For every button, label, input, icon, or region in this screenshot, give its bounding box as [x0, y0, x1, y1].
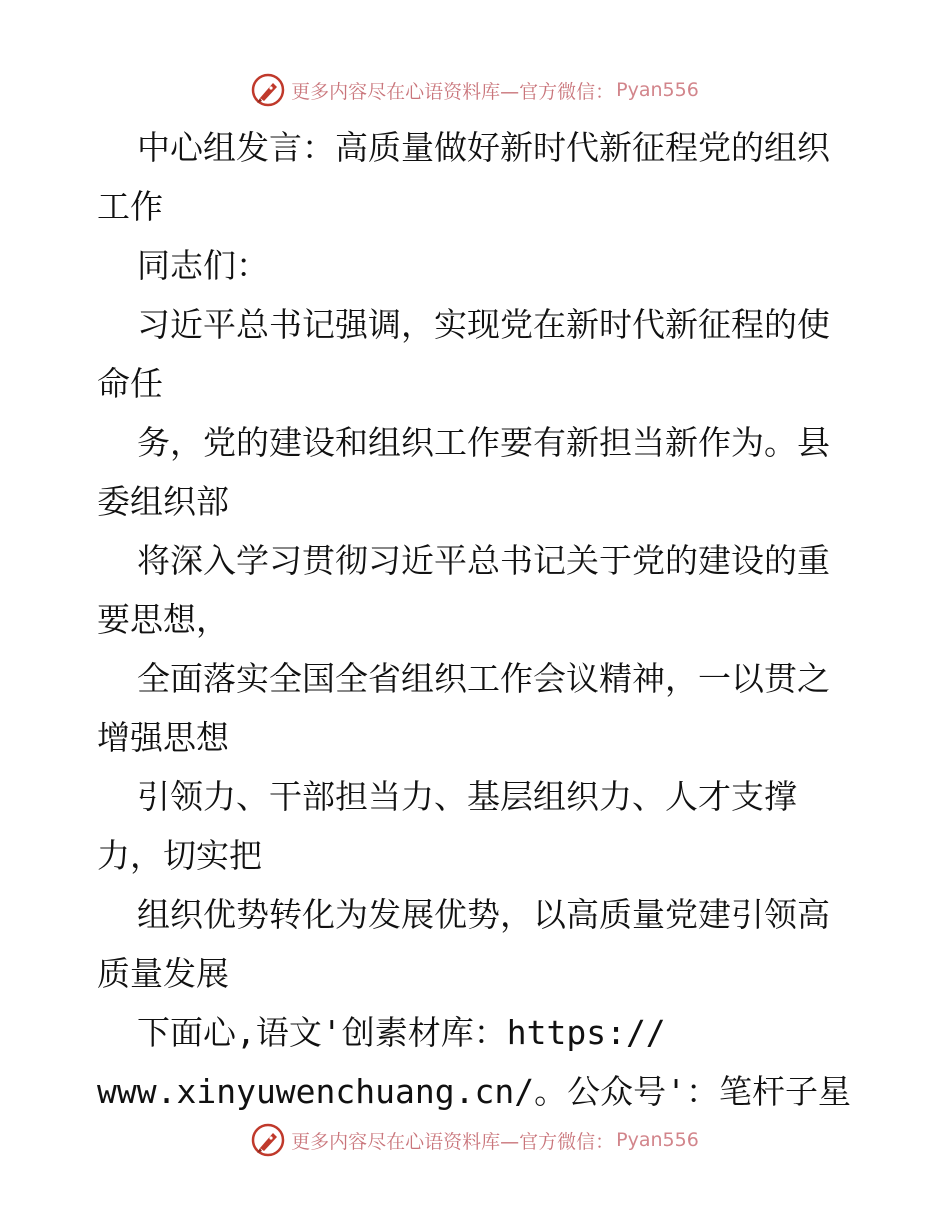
footer-banner-wechat-id: Pyan556 [616, 1129, 699, 1151]
body-line: 要思想， [97, 600, 229, 639]
header-banner-text: 更多内容尽在心语资料库—官方微信： [291, 80, 615, 103]
body-line: 下面心,语文'创素材库：https:// [137, 1013, 666, 1052]
body-line: www.xinyuwenchuang.cn/。公众号'：笔杆子星 [97, 1072, 851, 1111]
body-line: 将深入学习贯彻习近平总书记关于党的建设的重 [137, 541, 830, 580]
body-line: 同志们： [137, 246, 269, 285]
body-line: 中心组发言：高质量做好新时代新征程党的组织 [137, 128, 830, 167]
header-banner [0, 70, 950, 110]
body-line: 委组织部 [97, 482, 229, 521]
body-line: 命任 [97, 364, 163, 403]
footer-banner-text: 更多内容尽在心语资料库—官方微信： [291, 1130, 615, 1153]
body-line: 工作 [97, 187, 163, 226]
body-line: 务，党的建设和组织工作要有新担当新作为。县 [137, 423, 830, 462]
body-line: 力，切实把 [97, 836, 262, 875]
header-banner-wechat-id: Pyan556 [616, 79, 699, 101]
body-line: 引领力、干部担当力、基层组织力、人才支撑 [137, 777, 797, 816]
pen-nib-logo-icon [251, 73, 285, 107]
footer-banner [0, 1120, 950, 1160]
body-line: 组织优势转化为发展优势，以高质量党建引领高 [137, 895, 830, 934]
body-line: 增强思想 [97, 718, 229, 757]
pen-nib-logo-icon [251, 1123, 285, 1157]
body-line: 习近平总书记强调，实现党在新时代新征程的使 [137, 305, 830, 344]
document-body [97, 118, 857, 1121]
body-line: 质量发展 [97, 954, 229, 993]
body-line: 全面落实全国全省组织工作会议精神，一以贯之 [137, 659, 830, 698]
